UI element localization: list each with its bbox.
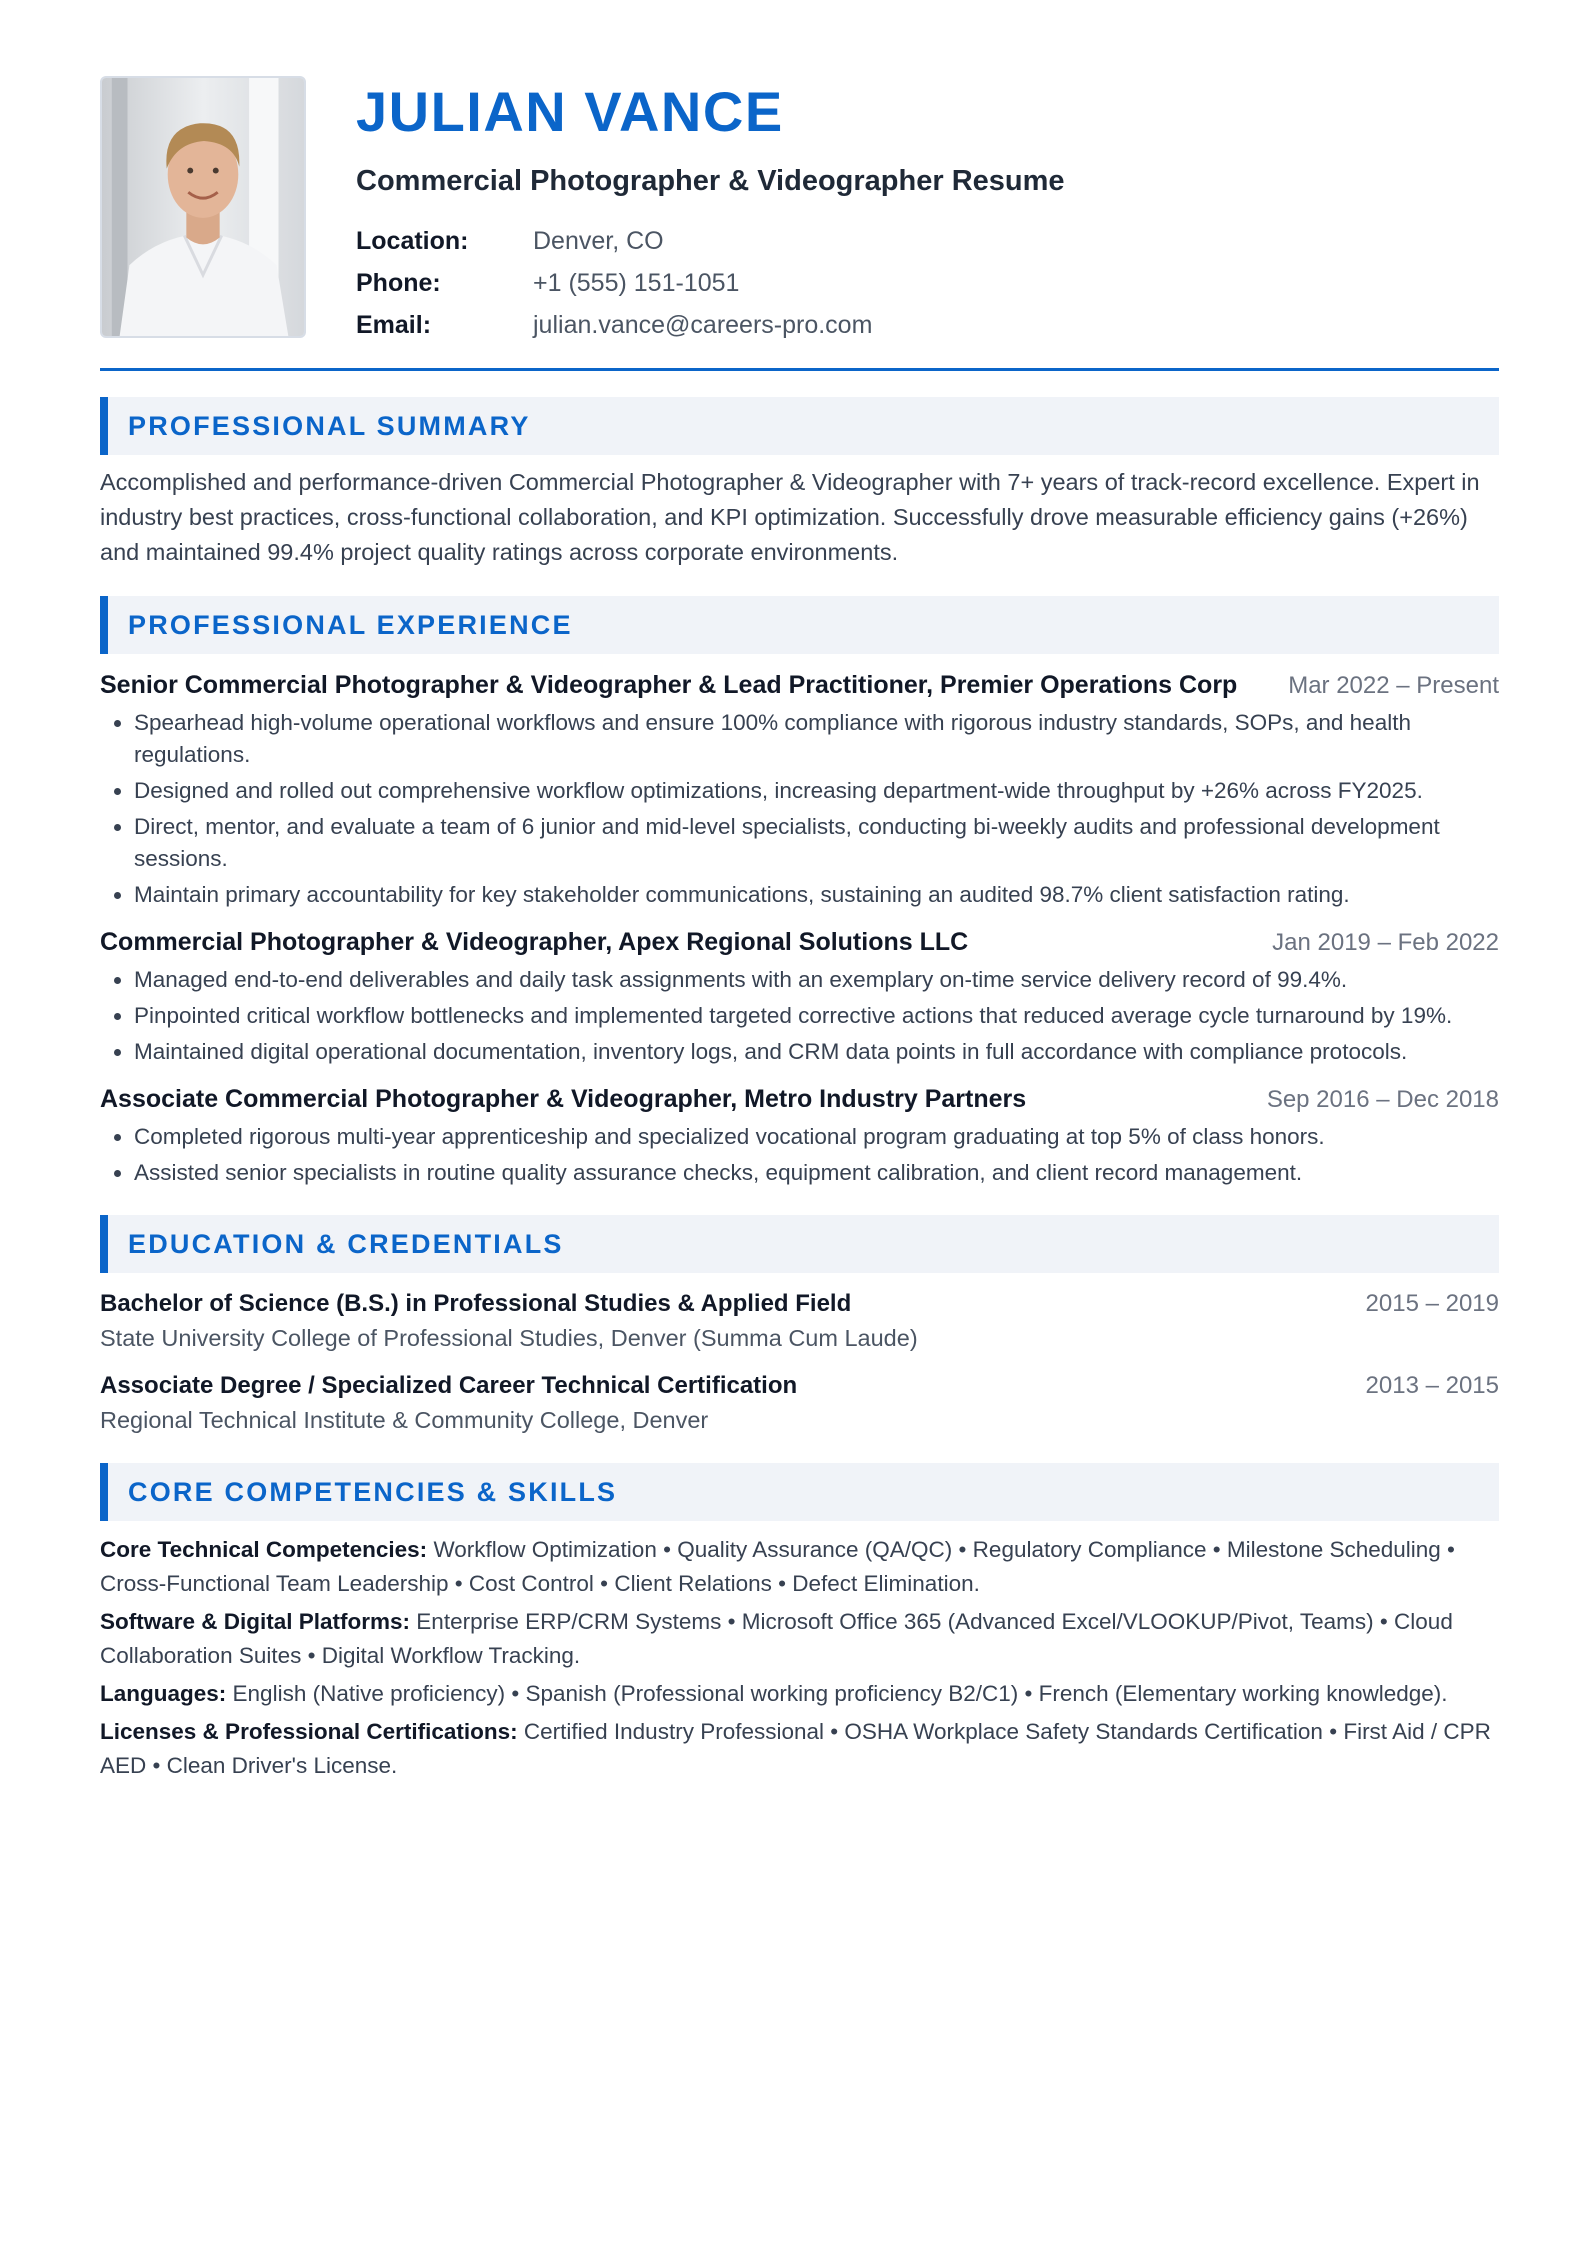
bullet-item: • Maintain primary accountability for key stakeholder communications, sustaining an audited 98.7% client satisfaction rating. (134, 879, 1499, 911)
education-date: 2015 – 2019 (1365, 1290, 1499, 1317)
skill-value: English (Native proficiency) • Spanish (Professional working proficiency B2/C1) • French (Elementary working knowledge). (226, 1681, 1448, 1706)
education-date: 2013 – 2015 (1365, 1372, 1499, 1399)
skill-label: Software & Digital Platforms: (100, 1609, 411, 1634)
skill-label: Languages: (100, 1681, 227, 1706)
portrait-photo (100, 76, 306, 338)
bullet-item: • Maintained digital operational documentation, inventory logs, and CRM data points in full accordance with compliance protocols. (134, 1036, 1499, 1068)
contact-label: Location: (356, 227, 469, 255)
email-link[interactable]: julian.vance@careers-pro.com (533, 311, 873, 339)
section-header-summary (100, 397, 1499, 455)
job-entry (100, 1082, 1499, 1189)
job-header (100, 925, 1499, 960)
section-title: EDUCATION & CREDENTIALS (128, 1228, 564, 1259)
job-title: Commercial Photographer & Videographer, Apex Regional Solutions LLC (100, 928, 969, 956)
header-text (356, 76, 1065, 346)
skill-label: Core Technical Competencies: (100, 1537, 428, 1562)
degree-title: Associate Degree / Specialized Career Technical Certification (100, 1372, 798, 1399)
contact-email (356, 304, 1065, 346)
job-entry (100, 925, 1499, 1068)
contact-phone (356, 262, 1065, 304)
job-bullets (100, 1121, 1499, 1189)
school-name: State University College of Professional Studies, Denver (Summa Cum Laude) (100, 1325, 918, 1351)
job-bullets (100, 707, 1499, 911)
bullet-item: • Pinpointed critical workflow bottlenecks and implemented targeted corrective actions that reduced average cycle turnaround by 19%. (134, 1000, 1499, 1032)
contact-block (356, 220, 1065, 346)
section-header-skills (100, 1463, 1499, 1521)
skill-row (100, 1715, 1499, 1783)
contact-value: +1 (555) 151-1051 (533, 269, 740, 297)
skill-row (100, 1533, 1499, 1601)
job-header (100, 1082, 1499, 1117)
job-entry (100, 668, 1499, 911)
job-title: Associate Commercial Photographer & Videographer, Metro Industry Partners (100, 1085, 1027, 1113)
job-date: Sep 2016 – Dec 2018 (1266, 1086, 1499, 1113)
job-bullets (100, 964, 1499, 1068)
school-name: Regional Technical Institute & Community College, Denver (100, 1407, 709, 1433)
skill-row (100, 1605, 1499, 1673)
skill-row (100, 1677, 1499, 1711)
job-title: Senior Commercial Photographer & Videographer & Lead Practitioner, Premier Operations Corp (100, 671, 1238, 699)
skill-value: Workflow Optimization • Quality Assurance (QA/QC) • Regulatory Compliance • Milestone Scheduling • Cross-Functional Team Leadership • Cost Control • Client Relations • Defect Elimination. (100, 1537, 1455, 1596)
bullet-item: • Designed and rolled out comprehensive workflow optimizations, increasing department-wide throughput by +26% across FY2025. (134, 775, 1499, 807)
contact-label: Email: (356, 311, 432, 339)
bullet-item: • Assisted senior specialists in routine quality assurance checks, equipment calibration, and client record management. (134, 1157, 1499, 1189)
section-title: PROFESSIONAL SUMMARY (128, 410, 531, 441)
education-entry (100, 1287, 1499, 1355)
education-header (100, 1287, 1499, 1321)
section-title: PROFESSIONAL EXPERIENCE (128, 609, 573, 640)
resume-page (100, 76, 1499, 1787)
bullet-item: • Managed end-to-end deliverables and daily task assignments with an exemplary on-time service delivery record of 99.4%. (134, 964, 1499, 996)
header-divider (100, 368, 1499, 371)
portrait-icon (102, 78, 304, 336)
skill-value: Certified Industry Professional • OSHA Workplace Safety Standards Certification • First Aid / CPR AED • Clean Driver's License. (100, 1719, 1491, 1778)
job-date: Mar 2022 – Present (1288, 672, 1499, 699)
summary-text: Accomplished and performance-driven Commercial Photographer & Videographer with 7+ years of track-record excellence. Expert in industry best practices, cross-functional collaboration, and KPI optimization. Successfully drove measurable efficiency gains (+26%) and maintained 99.4% project quality ratings across corporate environments. (100, 469, 1480, 565)
skill-label: Licenses & Professional Certifications: (100, 1719, 518, 1744)
resume-subtitle: Commercial Photographer & Videographer Resume (356, 165, 1065, 197)
contact-value: Denver, CO (533, 227, 664, 255)
education-entry (100, 1369, 1499, 1437)
bullet-item: • Spearhead high-volume operational workflows and ensure 100% compliance with rigorous industry standards, SOPs, and health regulations. (134, 707, 1499, 771)
job-header (100, 668, 1499, 703)
section-header-education (100, 1215, 1499, 1273)
education-header (100, 1369, 1499, 1403)
contact-label: Phone: (356, 269, 441, 297)
degree-title: Bachelor of Science (B.S.) in Professional Studies & Applied Field (100, 1290, 852, 1317)
bullet-item: • Direct, mentor, and evaluate a team of 6 junior and mid-level specialists, conducting bi-weekly audits and professional development sessions. (134, 811, 1499, 875)
job-date: Jan 2019 – Feb 2022 (1272, 929, 1499, 956)
skill-value: Enterprise ERP/CRM Systems • Microsoft Office 365 (Advanced Excel/VLOOKUP/Pivot, Teams) • Cloud Collaboration Suites • Digital Workflow Tracking. (100, 1609, 1453, 1668)
bullet-item: • Completed rigorous multi-year apprenticeship and specialized vocational program graduating at top 5% of class honors. (134, 1121, 1499, 1153)
section-header-experience (100, 596, 1499, 654)
section-title: CORE COMPETENCIES & SKILLS (128, 1476, 618, 1507)
resume-header (100, 76, 1499, 346)
contact-location (356, 220, 1065, 262)
candidate-name: JULIAN VANCE (356, 80, 784, 143)
skills-block (100, 1533, 1499, 1783)
